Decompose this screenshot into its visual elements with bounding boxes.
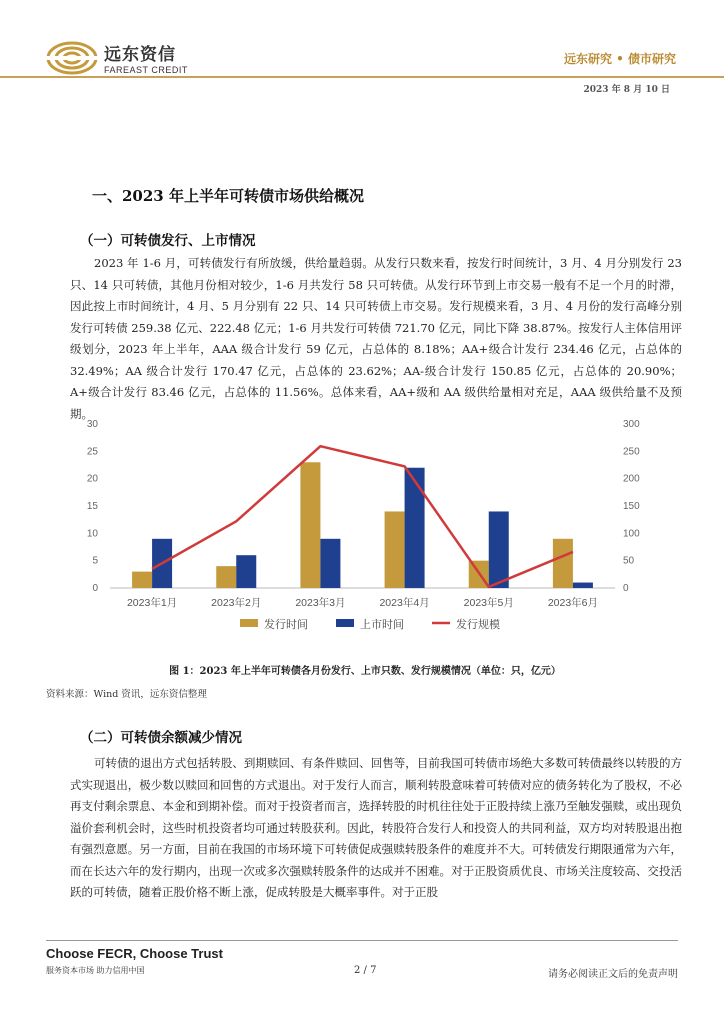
y-left-tick-label: 15 bbox=[86, 501, 98, 512]
issuance-scale-line bbox=[152, 446, 573, 587]
y-left-tick-label: 30 bbox=[86, 419, 98, 430]
bar-listing-2 bbox=[236, 555, 256, 588]
bar-issue-6 bbox=[553, 539, 573, 588]
y-right-tick-label: 300 bbox=[623, 419, 640, 430]
y-right-tick-label: 250 bbox=[623, 446, 640, 458]
report-section: 远东研究 • 债市研究 bbox=[563, 52, 676, 66]
x-tick-label: 2023年2月 bbox=[211, 597, 262, 609]
x-tick-label: 2023年6月 bbox=[547, 597, 599, 609]
legend-swatch-1 bbox=[240, 619, 258, 627]
bar-listing-6 bbox=[573, 583, 593, 588]
bar-issue-4 bbox=[385, 511, 405, 588]
y-left-tick-label: 25 bbox=[86, 446, 98, 458]
figure-chart bbox=[70, 412, 670, 657]
figure-source: 资料来源：Wind 资讯，远东资信整理 bbox=[46, 689, 207, 700]
legend-label-1: 发行时间 bbox=[264, 618, 308, 631]
y-left-tick-label: 10 bbox=[86, 528, 98, 540]
figure-caption: 图 1：2023 年上半年可转债各月份发行、上市只数、发行规模情况（单位：只，亿元） bbox=[169, 666, 561, 677]
report-date: 2023 年 8 月 10 日 bbox=[583, 85, 670, 95]
paragraph-1: 2023 年 1-6 月，可转债发行有所放缓，供给量趋弱。从发行只数来看，按发行时间统计，3 月、4 月分别发行 23 只、14 只可转债，其他月份相对较少，1-6 月共发行 58 只可转债。从发行环节到上市交易一般有不足一个月的时滞，因此按上市时间统计，4 月、5 月分别有 22 只、14 只可转债上市交易。发行规模来看，3 月、4 月份的发行高峰分别发行可转债 259.38 亿元、222.48 亿元；1-6 月共发行可转债 721.70 亿元，同比下降 38.87%。按发行人主体信用评级划分，2023 年上半年，AAA 级合计发行 59 亿元，占总体的 8.18%；AA+级合计发行 234.46 亿元，占总体的 32.49%；AA 级合计发行 170.47 亿元，占总体的 23.62%；AA-级合计发行 150.85 亿元，占总体的 20.90%；A+级合计发行 83.46 亿元，占总体的 11.56%。总体来看，AA+级和 AA 级供给量相对充足，AAA 级供给量不及预期。 bbox=[70, 256, 682, 421]
logo-cn: 远东资信 bbox=[104, 45, 176, 65]
legend-label-2: 上市时间 bbox=[360, 618, 404, 631]
y-left-tick-label: 5 bbox=[92, 555, 98, 567]
y-right-tick-label: 100 bbox=[623, 528, 640, 540]
y-right-tick-label: 50 bbox=[623, 555, 635, 567]
bar-issue-1 bbox=[132, 572, 152, 588]
header-divider bbox=[0, 76, 724, 78]
logo-en: FAREAST CREDIT bbox=[104, 65, 188, 75]
y-right-tick-label: 150 bbox=[623, 501, 640, 512]
page-header bbox=[0, 0, 724, 106]
legend-swatch-2 bbox=[336, 619, 354, 627]
y-right-tick-label: 0 bbox=[623, 583, 629, 594]
y-left-tick-label: 0 bbox=[92, 583, 98, 594]
x-tick-label: 2023年3月 bbox=[295, 597, 346, 609]
x-tick-label: 2023年5月 bbox=[463, 597, 514, 609]
combo-chart bbox=[70, 412, 670, 657]
y-right-tick-label: 200 bbox=[623, 473, 640, 485]
footer-slogan: Choose FECR, Choose Trust bbox=[46, 946, 223, 961]
subsection-heading-2: （二）可转债余额减少情况 bbox=[80, 730, 242, 746]
subsection-heading-1: （一）可转债发行、上市情况 bbox=[80, 233, 256, 249]
section-heading: 一、2023 年上半年可转债市场供给概况 bbox=[92, 187, 364, 205]
paragraph-2: 可转债的退出方式包括转股、到期赎回、有条件赎回、回售等，目前我国可转债市场绝大多数可转债最终以转股的方式实现退出，极少数以赎回和回售的方式退出。对于发行人而言，顺利转股意味着可转债对应的债务转化为了股权，不必再支付剩余票息、本金和到期补偿。而对于投资者而言，选择转股的时机往往处于正股持续上涨乃至触发强赎，或出现负溢价套利机会时，这些时机投资者均可通过转股获利。因此，转股符合发行人和投资人的共同利益，双方均对转股退出抱有强烈意愿。另一方面，目前在我国的市场环境下可转债促成强赎转股条件的难度并不大。可转债发行期限通常为六年，而在长达六年的发行期内，出现一次或多次强赎转股条件的达成并不困难。对于正股资质优良、市场关注度较高、交投活跃的可转债，随着正股价格不断上涨，促成转股是大概率事件。对于正股 bbox=[70, 756, 682, 899]
bar-listing-3 bbox=[320, 539, 340, 588]
bar-listing-4 bbox=[405, 468, 425, 588]
bar-issue-3 bbox=[300, 462, 320, 588]
footer-divider bbox=[46, 940, 678, 941]
bar-issue-2 bbox=[216, 566, 236, 588]
footer-subslogan: 服务资本市场 助力信用中国 bbox=[46, 966, 145, 975]
legend-label-3: 发行规模 bbox=[456, 618, 500, 631]
page-number: 2 / 7 bbox=[354, 965, 377, 976]
x-tick-label: 2023年4月 bbox=[379, 597, 430, 609]
x-tick-label: 2023年1月 bbox=[126, 597, 178, 609]
company-logo bbox=[46, 40, 188, 75]
y-left-tick-label: 20 bbox=[86, 473, 98, 485]
bar-listing-5 bbox=[489, 511, 509, 588]
logo-mark-icon bbox=[46, 41, 98, 75]
disclaimer-note: 请务必阅读正文后的免责声明 bbox=[548, 969, 678, 980]
